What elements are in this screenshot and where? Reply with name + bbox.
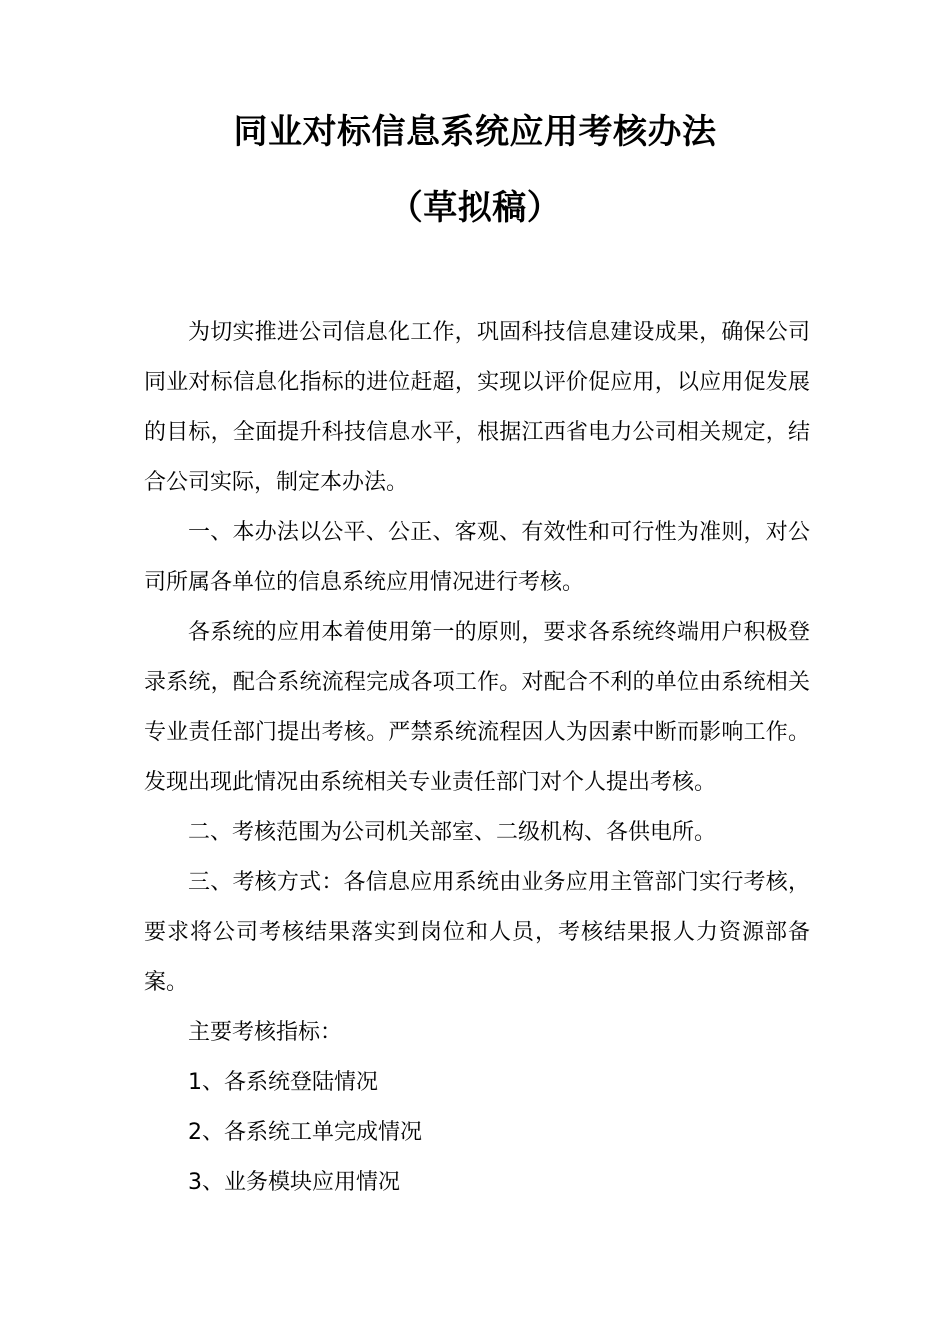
- paragraph-section-3: 三、考核方式：各信息应用系统由业务应用主管部门实行考核，要求将公司考核结果落实到岗位和人员，考核结果报人力资源部备案。: [144, 870, 810, 995]
- document-body: [144, 308, 810, 1208]
- document-title: 同业对标信息系统应用考核办法: [233, 112, 717, 152]
- list-item: 2、各系统工单完成情况: [188, 1120, 422, 1145]
- paragraph-indicators-heading: 主要考核指标：: [188, 1020, 343, 1045]
- paragraph-section-2: 二、考核范围为公司机关部室、二级机构、各供电所。: [188, 820, 717, 845]
- list-item: 3、业务模块应用情况: [188, 1170, 400, 1195]
- paragraph-system-usage: 各系统的应用本着使用第一的原则，要求各系统终端用户积极登录系统，配合系统流程完成各项工作。对配合不利的单位由系统相关专业责任部门提出考核。严禁系统流程因人为因素中断而影响工作。发现出现此情况由系统相关专业责任部门对个人提出考核。: [144, 620, 810, 795]
- list-item: 1、各系统登陆情况: [188, 1070, 378, 1095]
- paragraph-section-1: 一、本办法以公平、公正、客观、有效性和可行性为准则，对公司所属各单位的信息系统应用情况进行考核。: [144, 520, 810, 595]
- document-subtitle: （草拟稿）: [388, 188, 562, 228]
- paragraph-intro: 为切实推进公司信息化工作，巩固科技信息建设成果，确保公司同业对标信息化指标的进位赶超，实现以评价促应用，以应用促发展的目标，全面提升科技信息水平，根据江西省电力公司相关规定，结合公司实际，制定本办法。: [144, 320, 810, 495]
